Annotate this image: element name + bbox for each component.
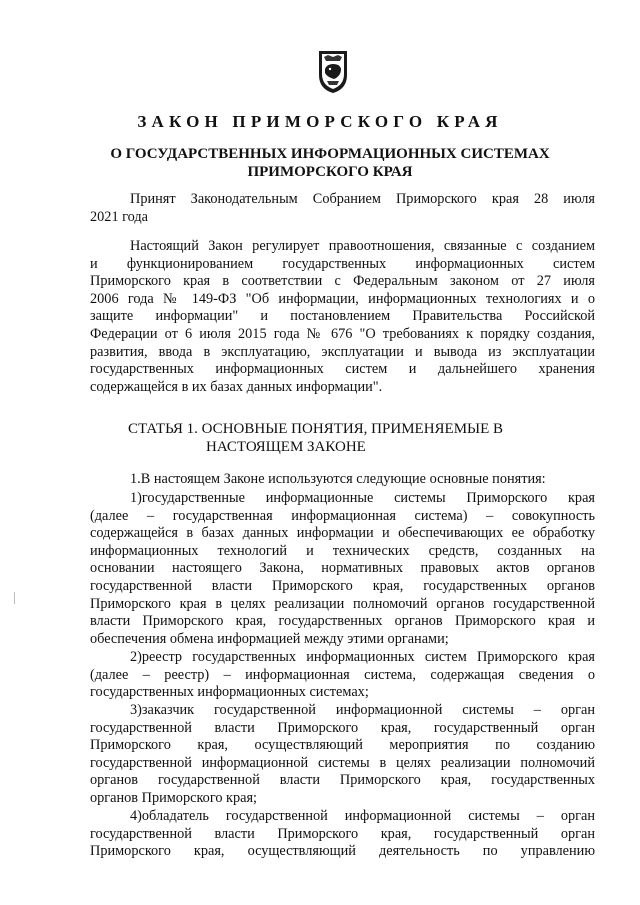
text-line: Настоящий Закон регулирует правоотношения, связанные с созданием [130,238,595,254]
article-intro [90,471,595,489]
adoption-statement [90,191,595,226]
subtitle-line: ПРИМОРСКОГО КРАЯ [247,164,413,180]
text-line: 2021 года [90,208,149,225]
text-line: развития, ввода в эксплуатацию, эксплуатации и вывода из эксплуатации [90,343,595,360]
text-line: основании настоящего Закона, нормативных правовых актов органов [90,560,595,577]
text-line: Принят Законодательным Собранием Приморского края 28 июля [130,191,595,207]
text-line: 1.В настоящем Законе используются следующие основные понятия: [130,471,546,487]
law-title: ЗАКОН ПРИМОРСКОГО КРАЯ [137,112,503,131]
definition-item-2 [90,649,595,702]
text-line: государственной власти Приморского края, государственных органов [90,577,595,594]
text-line: органов Приморского края; [90,789,258,806]
law-subtitle [60,145,600,181]
text-line: содержащейся в их базах данных информации". [90,378,383,395]
text-line: Федерации от 6 июля 2015 года № 676 "О требованиях к порядку создания, [90,325,595,342]
text-line: государственных информационных системах; [90,684,369,701]
text-line: государственных информационных систем и дальнейшего хранения [90,361,595,378]
text-line: Приморского края, осуществляющий деятельность по управлению [90,843,595,860]
heading-line: НАСТОЯЩЕМ ЗАКОНЕ [206,439,366,455]
text-line: Приморского края в целях реализации полномочий органов государственной [90,595,595,612]
text-line: государственной власти Приморского края, государственный орган [90,719,595,736]
text-line: 2006 года № 149-ФЗ "Об информации, информационных технологиях и о [90,290,595,307]
scan-margin-mark [14,592,15,604]
article-heading [128,420,503,456]
text-line: и функционированием государственных информационных систем [90,255,595,272]
definition-item-1 [90,490,595,648]
text-line: власти Приморского края, государственных органов Приморского края и [90,613,595,630]
text-line: защите информации" и постановлением Правительства Российской [90,308,595,325]
text-line: содержащейся в базах данных информации и обеспечивающих ее обработку [90,525,595,542]
text-line: (далее – реестр) – информационная система, содержащая сведения о [90,666,595,683]
text-line: Приморского края в соответствии с Федеральным законом от 27 июля [90,273,595,290]
definition-item-4 [90,808,595,861]
coat-of-arms-icon [313,45,353,95]
text-line: 2)реестр государственных информационных систем Приморского края [130,649,595,665]
text-line: государственной власти Приморского края, государственный орган [90,825,595,842]
subtitle-line: О ГОСУДАРСТВЕННЫХ ИНФОРМАЦИОННЫХ СИСТЕМАХ [110,146,550,162]
heading-line: СТАТЬЯ 1. ОСНОВНЫЕ ПОНЯТИЯ, ПРИМЕНЯЕМЫЕ В [128,421,504,437]
text-line: государственной информационной системы в целях реализации полномочий [90,754,595,771]
text-line: (далее – государственная информационная система) – совокупность [90,507,595,524]
text-line: 1)государственные информационные системы Приморского края [130,490,595,506]
text-line: информационных технологий и технических средств, созданных на [90,542,595,559]
text-line: 3)заказчик государственной информационной системы – орган [130,702,595,718]
text-line: обеспечения обмена информацией между этими органами; [90,630,449,647]
preamble-paragraph [90,238,595,396]
text-line: Приморского края, осуществляющий мероприятия по созданию [90,737,595,754]
text-line: 4)обладатель государственной информационной системы – орган [130,808,595,824]
definition-item-3 [90,702,595,808]
text-line: органов государственной власти Приморского края, государственных [90,772,595,789]
